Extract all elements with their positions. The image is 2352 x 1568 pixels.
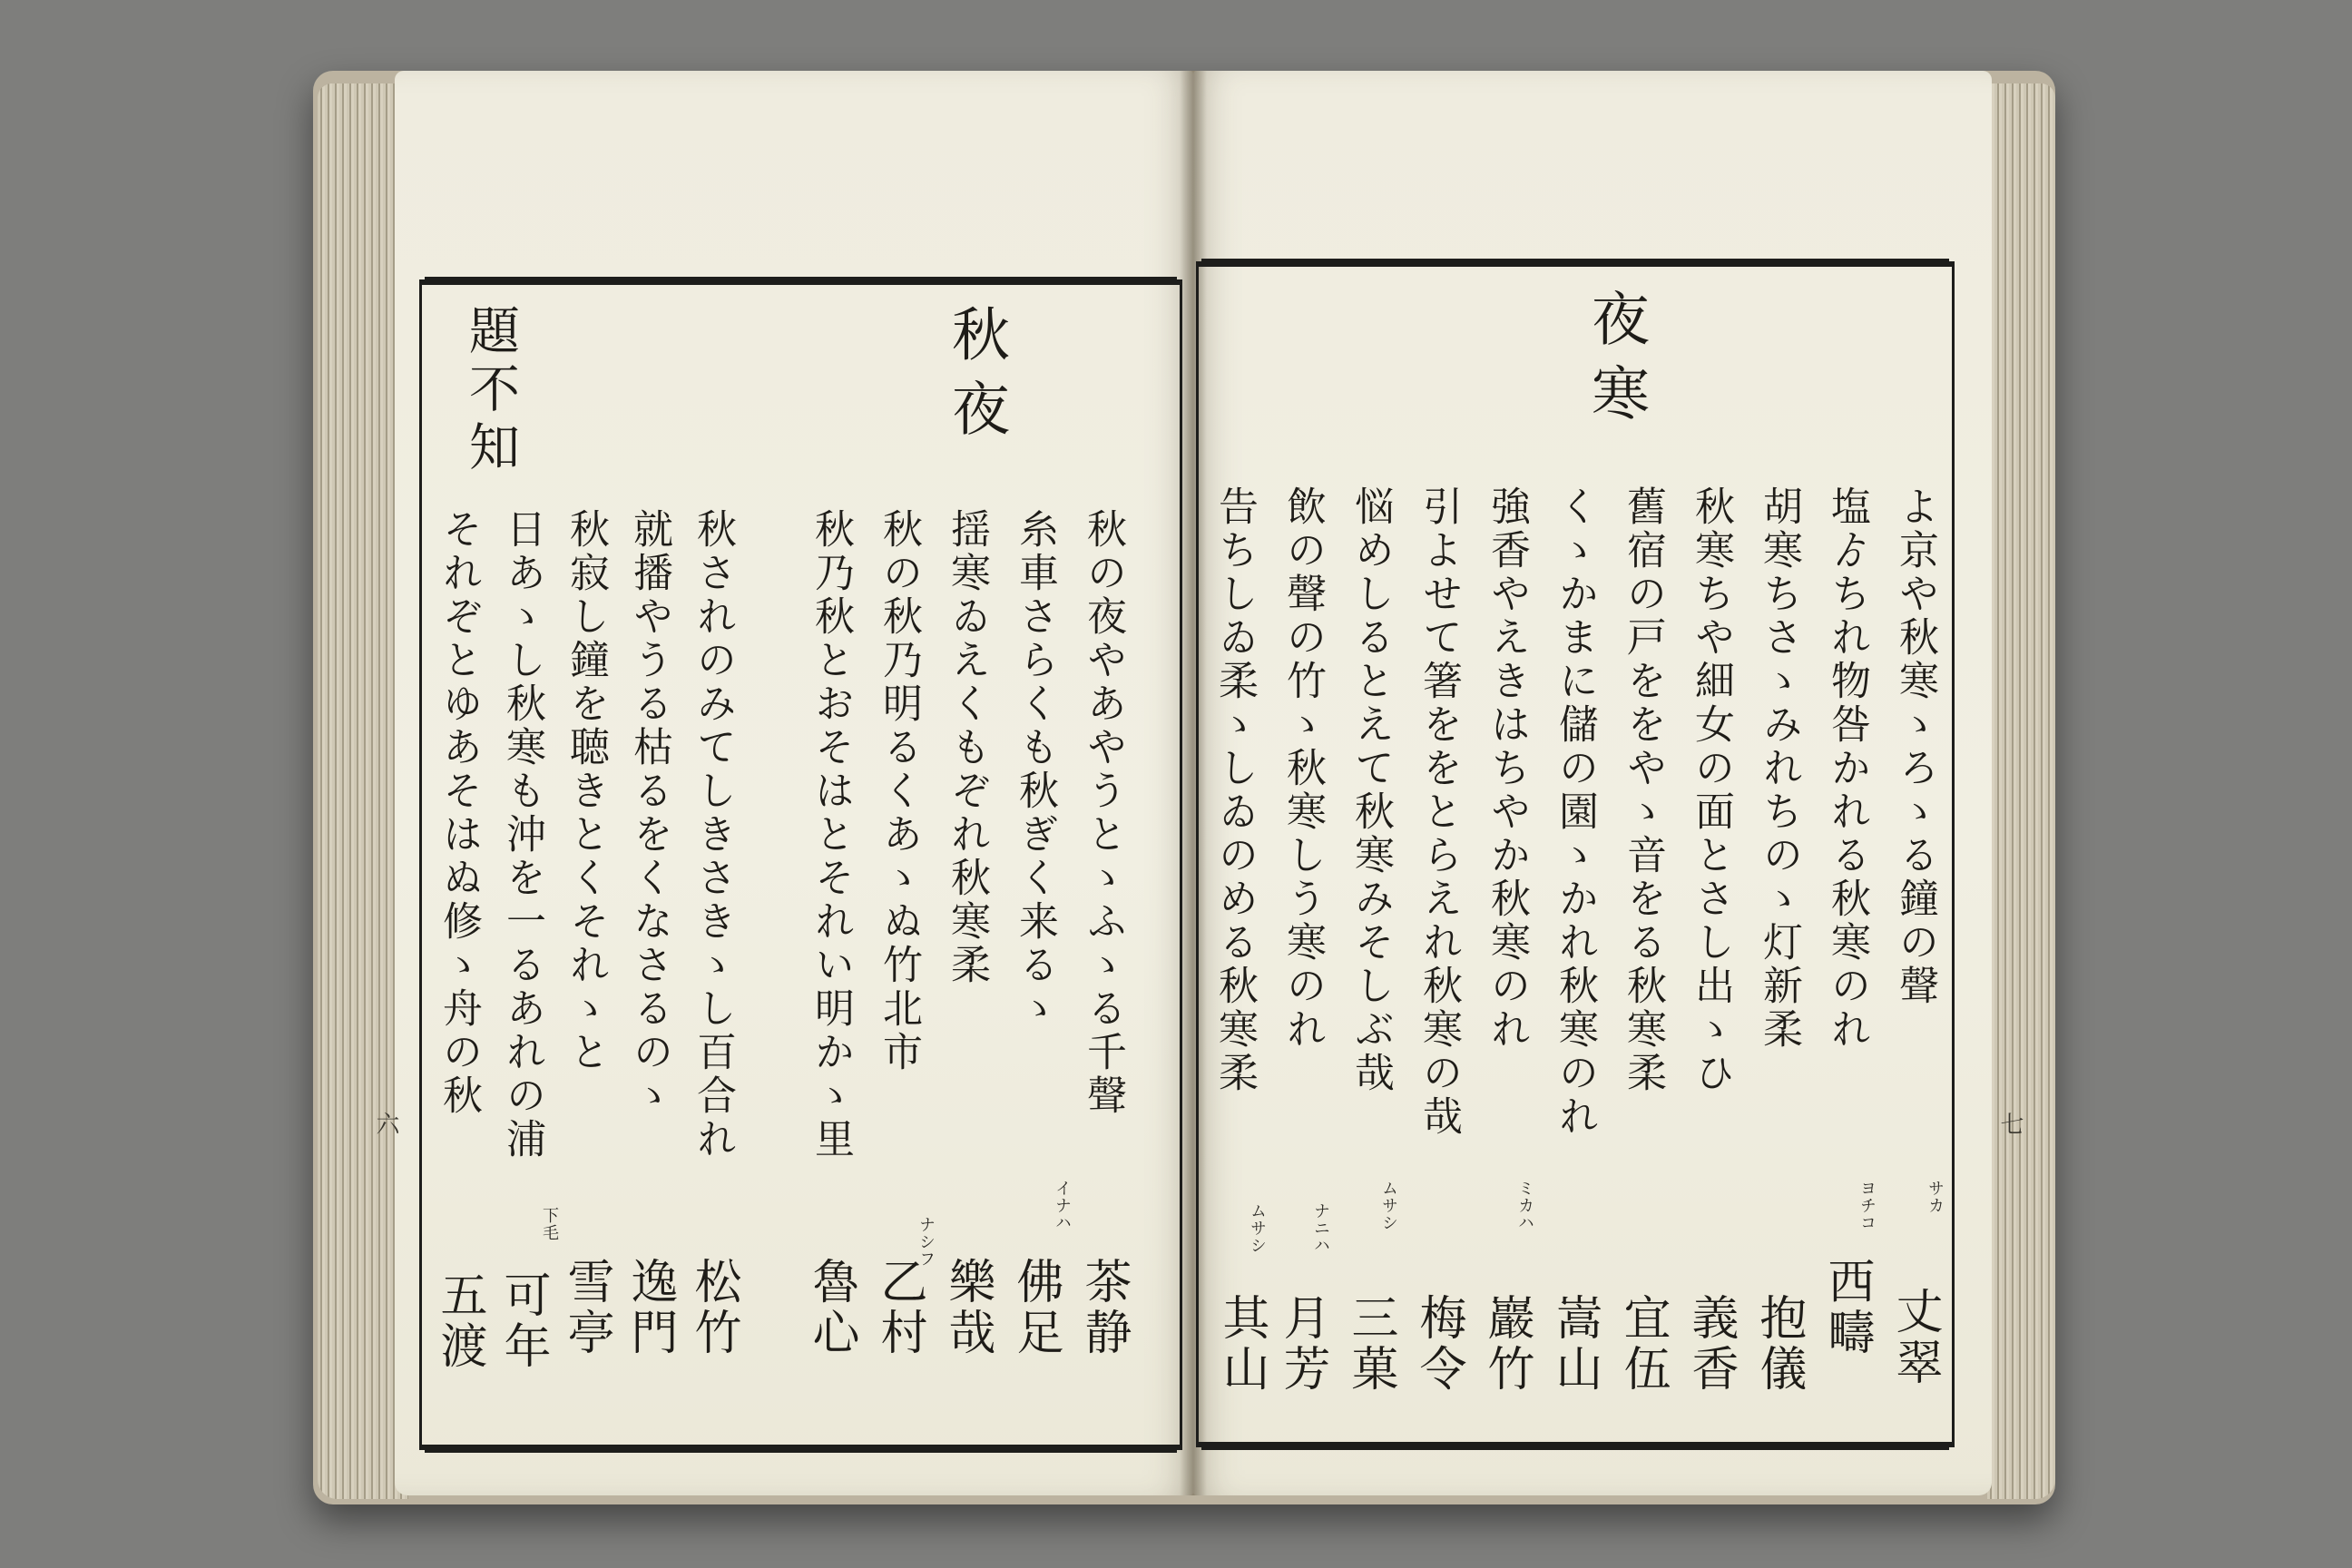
right-author-3: 抱儀	[1751, 1293, 1806, 1395]
right-folio-number: 七	[1996, 1112, 2024, 1139]
left-verse-5: 秋乃秋とおそはとそれい明かゝ里	[808, 508, 854, 1161]
left-section-verse-5: それぞとゆあそはぬ修ゝ舟の秋	[436, 508, 482, 1118]
reading-mark-6: ムサシ	[1248, 1202, 1267, 1254]
reading-mark-1: サカ	[1926, 1180, 1945, 1214]
reading-mark-4: ムサシ	[1379, 1180, 1398, 1231]
right-author-10: 月芳	[1275, 1293, 1329, 1395]
right-verse-7: 強香やえきはちやか秋寒のれ	[1484, 485, 1530, 1052]
left-section-heading: 題不知	[461, 304, 520, 478]
right-author-4: 義香	[1683, 1293, 1738, 1395]
right-verse-2: 塩ゟちれ物咎かれる秋寒のれ	[1824, 485, 1870, 1052]
left-author-4: 乙村	[872, 1257, 926, 1358]
left-verse-2: 糸車さらくも秋ぎく来るゝ	[1012, 508, 1058, 1031]
right-author-9: 三菓	[1343, 1293, 1397, 1395]
reading-mark-3: ミカハ	[1515, 1180, 1534, 1231]
reading-mark-2: ヨチコ	[1857, 1180, 1877, 1231]
right-author-6: 嵩山	[1547, 1293, 1602, 1395]
left-author-5: 魯心	[804, 1257, 858, 1358]
left-section-author-4: 可年	[495, 1270, 550, 1372]
left-section-author-1: 松竹	[686, 1257, 740, 1358]
left-section-author-5: 五渡	[432, 1270, 486, 1372]
right-verse-6: くゝかまに儲の園ゝかれ秋寒のれ	[1552, 485, 1598, 1139]
left-section-author-2: 逸門	[622, 1257, 677, 1358]
right-author-7: 巖竹	[1479, 1293, 1534, 1395]
right-verse-5: 舊宿の戸ををやゝ音をる秋寒柔	[1620, 485, 1666, 1095]
right-author-2: 西疇	[1819, 1257, 1874, 1358]
left-author-3: 樂哉	[940, 1257, 995, 1358]
left-author-1: 茶静	[1076, 1257, 1131, 1358]
right-author-8: 梅令	[1411, 1293, 1465, 1395]
page-edges-right	[1987, 83, 2055, 1499]
right-verse-4: 秋寒ちや細女の面とさし出ゝひ	[1688, 485, 1734, 1095]
left-section-verse-4: 日あゝし秋寒も沖を一るあれの浦	[499, 508, 545, 1161]
left-section-verse-2: 就播やうる枯るをくなさるのゝ	[626, 508, 672, 1118]
left-section-verse-1: 秋されのみてしきさきゝし百合れ	[690, 508, 736, 1161]
left-page-heading: 秋夜	[942, 304, 1009, 453]
left-verse-1: 秋の夜やあやうとゝふゝる千聲	[1080, 508, 1126, 1118]
left-section-author-3: 雪亭	[559, 1257, 613, 1358]
left-section-reading-mark: 下毛	[540, 1207, 559, 1241]
right-author-5: 宜伍	[1615, 1293, 1670, 1395]
left-verse-4: 秋の秋乃明るくあゝぬ竹北市	[876, 508, 922, 1074]
left-verse-3: 揺寒ゐえくもぞれ秋寒柔	[944, 508, 990, 987]
right-verse-10: 飲の聲の竹ゝ秋寒しう寒のれ	[1279, 485, 1326, 1052]
right-page-heading: 夜寒	[1582, 289, 1649, 437]
right-verse-9: 悩めしるとえて秋寒みそしぶ哉	[1348, 485, 1394, 1095]
right-author-1: 丈翠	[1887, 1287, 1942, 1388]
right-verse-1: よ京や秋寒ゝろゝる鐘の聲	[1892, 485, 1938, 1008]
left-folio-number: 六	[372, 1112, 399, 1139]
right-author-11: 其山	[1214, 1293, 1269, 1395]
left-reading-mark-1: イナハ	[1053, 1180, 1072, 1231]
reading-mark-5: ナニハ	[1311, 1202, 1330, 1254]
left-author-2: 佛足	[1008, 1257, 1063, 1358]
right-verse-8: 引よせて箸ををとらえれ秋寒の哉	[1416, 485, 1462, 1139]
left-section-verse-3: 秋寂し鐘を聴きとくそれゝと	[563, 508, 609, 1074]
right-verse-11: 告ちしゐ柔ゝしゐのめる秋寒柔	[1211, 485, 1258, 1095]
left-reading-mark-2: ナシフ	[916, 1216, 936, 1268]
right-verse-3: 胡寒ちさゝみれちのゝ灯新柔	[1756, 485, 1802, 1052]
